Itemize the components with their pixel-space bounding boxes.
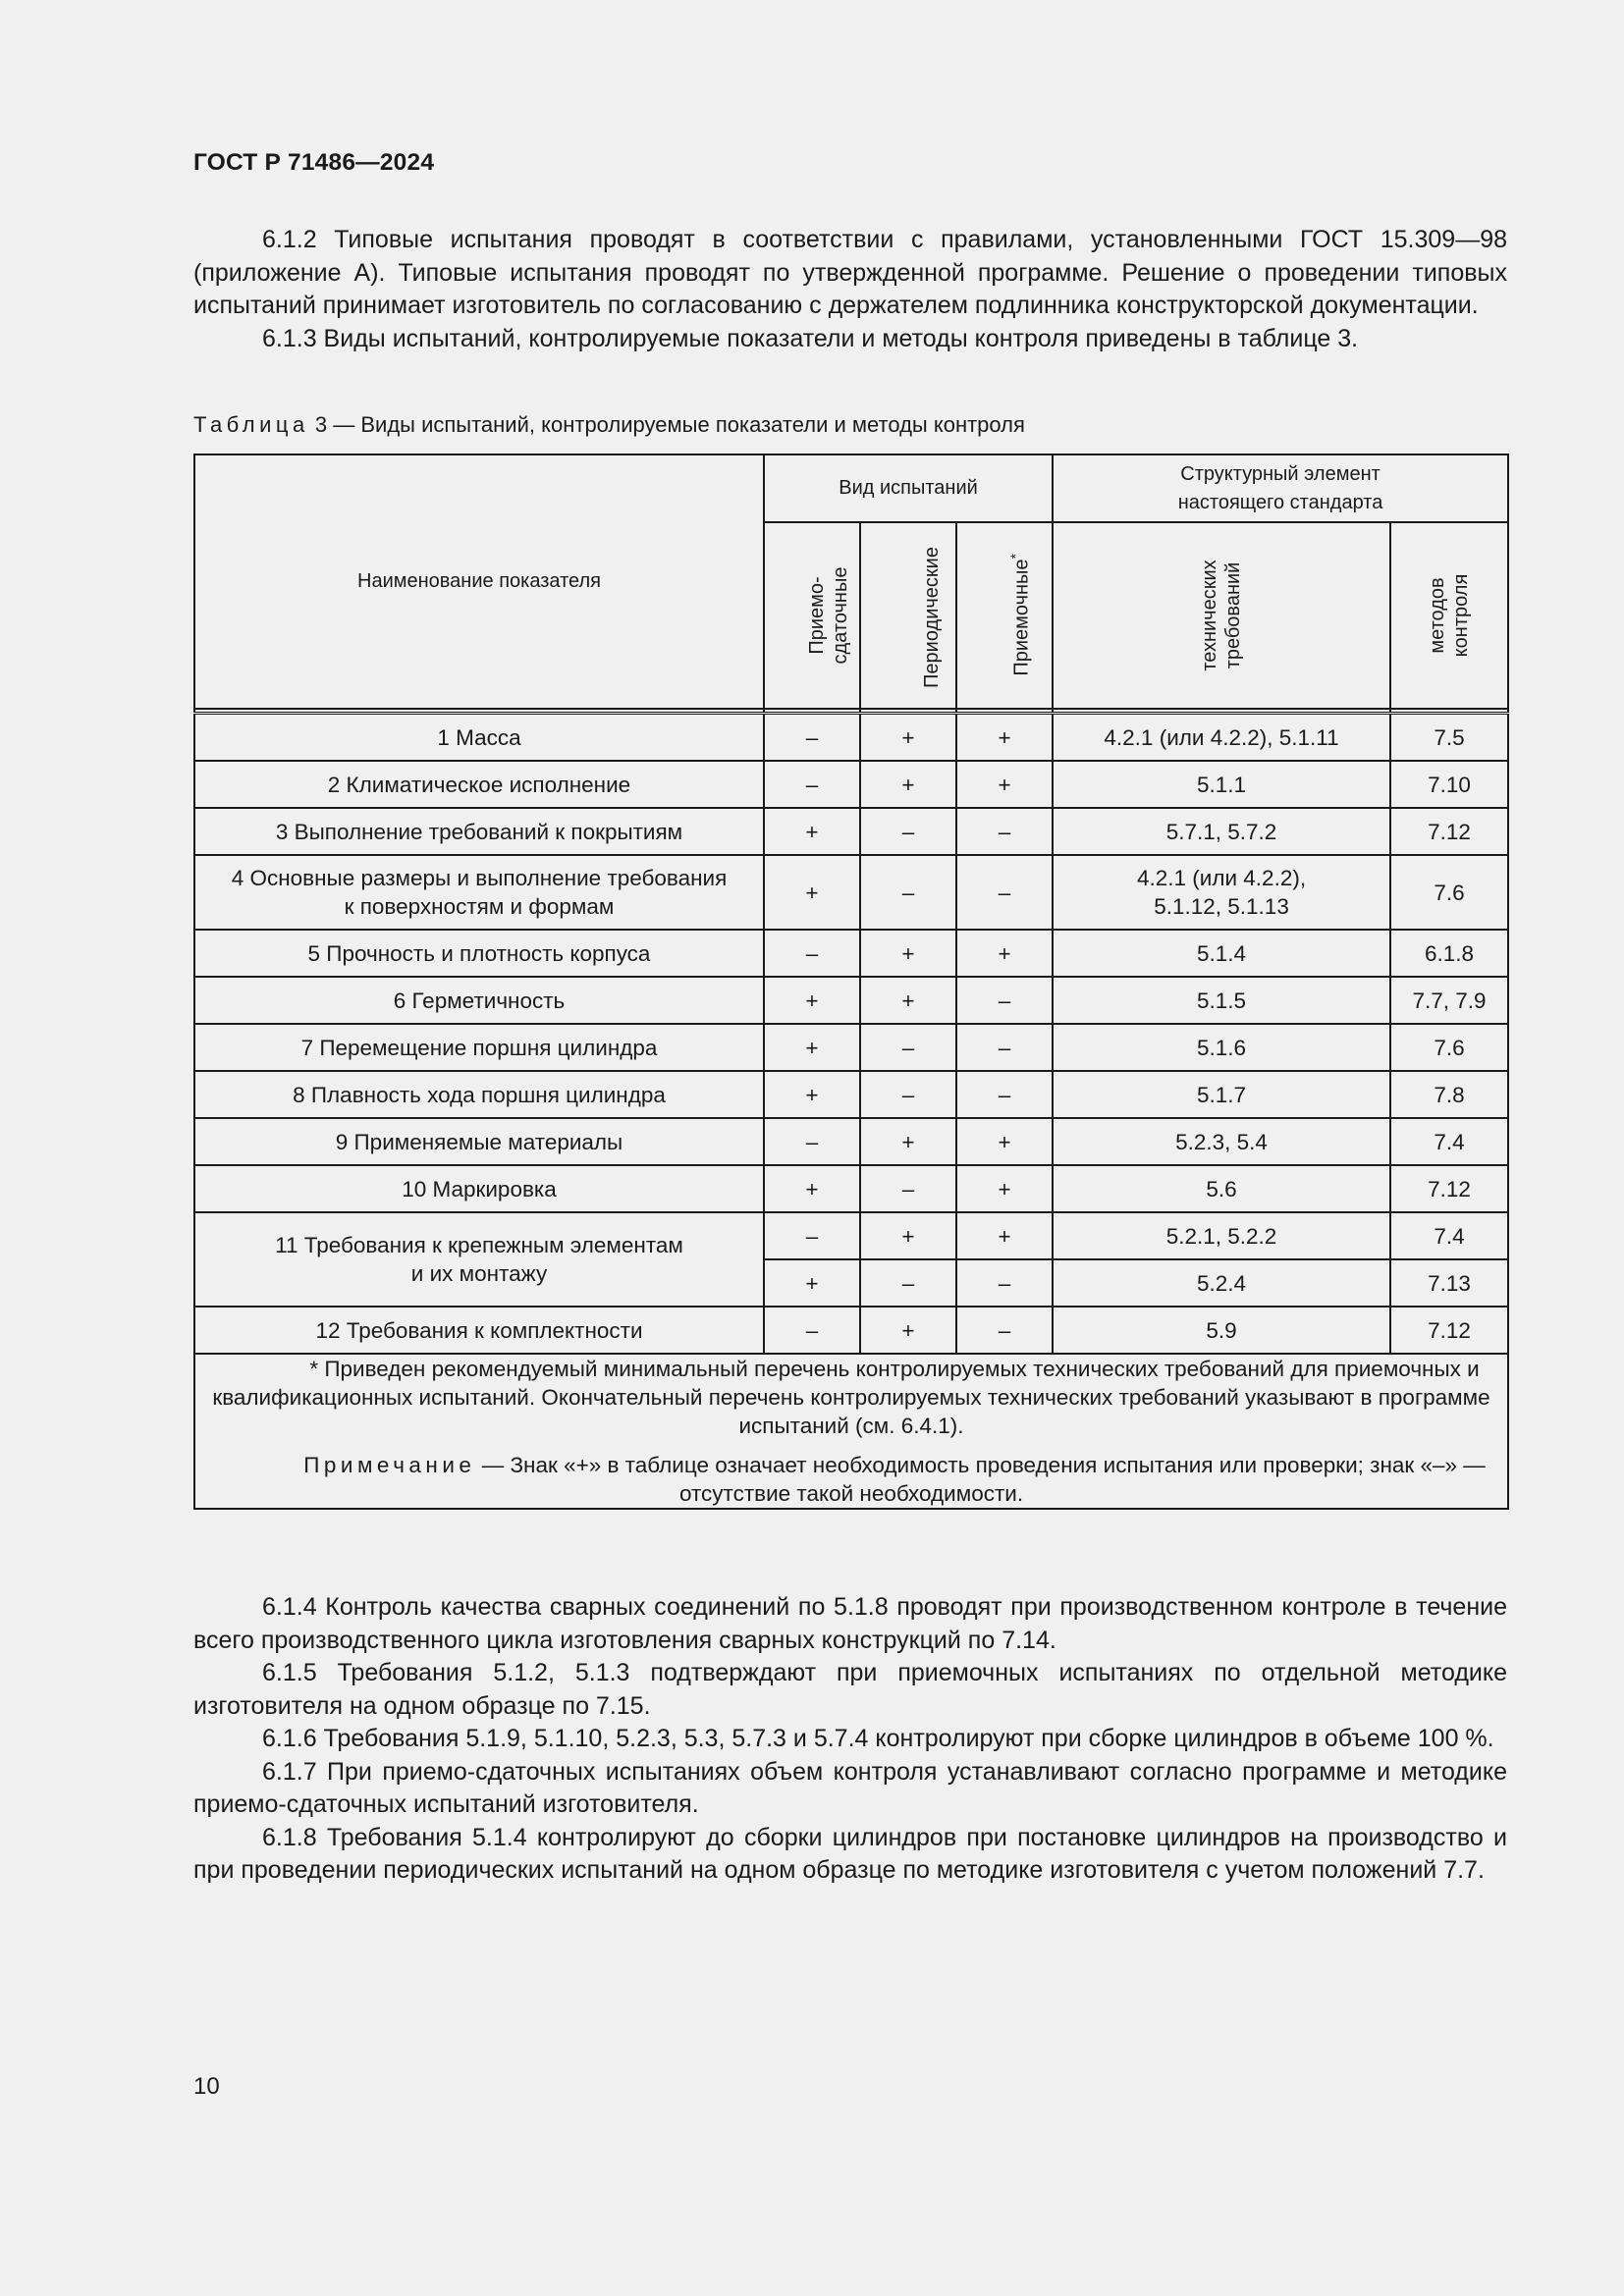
- cell-acceptance-delivery: +: [764, 808, 860, 855]
- cell-tech-requirements: 5.1.7: [1053, 1071, 1390, 1118]
- cell-tech-requirements: 5.1.1: [1053, 761, 1390, 808]
- cell-control-methods: 7.8: [1390, 1071, 1508, 1118]
- cell-acceptance-delivery: +: [764, 977, 860, 1024]
- cell-periodic: +: [860, 930, 956, 977]
- table-row: [194, 1307, 1508, 1354]
- table-caption-title: 3 — Виды испытаний, контролируемые показатели и методы контроля: [314, 412, 1025, 437]
- row-name-line-1: 11 Требования к крепежным элементам: [275, 1233, 683, 1257]
- cell-tech-requirements: 4.2.1 (или 4.2.2), 5.1.11: [1053, 714, 1390, 762]
- tests-table: [193, 454, 1509, 1510]
- table-row: [194, 1118, 1508, 1165]
- table-row: [194, 714, 1508, 762]
- row-name-line-1: 4 Основные размеры и выполнение требования: [231, 866, 728, 890]
- cell-control-methods: 7.5: [1390, 714, 1508, 762]
- table-row: [194, 1024, 1508, 1071]
- cell-acceptance-delivery: +: [764, 1259, 860, 1307]
- row-name: 5 Прочность и плотность корпуса: [194, 930, 764, 977]
- page-number: 10: [193, 2073, 220, 2100]
- paragraph-6-1-7: 6.1.7 При приемо-сдаточных испытаниях объем контроля устанавливают согласно программе и методике приемо-сдаточных испытаний изготовителя.: [193, 1757, 1507, 1818]
- cell-acceptance: –: [956, 977, 1053, 1024]
- cell-acceptance: +: [956, 1118, 1053, 1165]
- cell-control-methods: 7.7, 7.9: [1390, 977, 1508, 1024]
- cell-control-methods: 7.4: [1390, 1212, 1508, 1259]
- header-tech-requirements-label: технических требований: [1199, 559, 1245, 671]
- cell-periodic: +: [860, 714, 956, 762]
- paragraph-6-1-4: 6.1.4 Контроль качества сварных соединений по 5.1.8 проводят при производственном контроле в течение всего производственного цикла изготовления сварных конструкций по 7.14.: [193, 1593, 1507, 1654]
- cell-acceptance: –: [956, 1307, 1053, 1354]
- cell-tech-requirements: 5.7.1, 5.7.2: [1053, 808, 1390, 855]
- cell-tech-requirements: 5.6: [1053, 1165, 1390, 1212]
- tech-line-2: 5.1.12, 5.1.13: [1154, 894, 1289, 919]
- row-name: [194, 855, 764, 930]
- cell-tech-requirements: 5.9: [1053, 1307, 1390, 1354]
- cell-tech-requirements: 5.2.4: [1053, 1259, 1390, 1307]
- cell-acceptance: +: [956, 930, 1053, 977]
- header-structural-element: Структурный элемент настоящего стандарта: [1053, 454, 1508, 522]
- table-caption: [193, 412, 1025, 438]
- row-name: 6 Герметичность: [194, 977, 764, 1024]
- cell-periodic: +: [860, 1212, 956, 1259]
- row-name: 2 Климатическое исполнение: [194, 761, 764, 808]
- cell-acceptance-delivery: –: [764, 714, 860, 762]
- cell-acceptance: –: [956, 1024, 1053, 1071]
- cell-control-methods: 7.12: [1390, 1307, 1508, 1354]
- row-name: 12 Требования к комплектности: [194, 1307, 764, 1354]
- cell-tech-requirements: [1053, 855, 1390, 930]
- cell-periodic: +: [860, 1118, 956, 1165]
- cell-acceptance-delivery: –: [764, 930, 860, 977]
- cell-control-methods: 7.12: [1390, 808, 1508, 855]
- cell-periodic: –: [860, 855, 956, 930]
- header-acceptance-footnote-mark: *: [1007, 554, 1023, 560]
- table-note: [195, 1451, 1507, 1508]
- cell-periodic: +: [860, 977, 956, 1024]
- cell-control-methods: 7.12: [1390, 1165, 1508, 1212]
- cell-acceptance-delivery: –: [764, 1118, 860, 1165]
- row-name-line-2: к поверхностям и формам: [344, 894, 615, 919]
- cell-acceptance: +: [956, 761, 1053, 808]
- cell-acceptance-delivery: +: [764, 1165, 860, 1212]
- after-table-section: [193, 1591, 1507, 1888]
- header-acceptance-delivery-label: Приемо-сдаточные: [806, 566, 851, 664]
- cell-control-methods: 7.13: [1390, 1259, 1508, 1307]
- cell-tech-requirements: 5.1.6: [1053, 1024, 1390, 1071]
- cell-acceptance: –: [956, 1259, 1053, 1307]
- paragraph-6-1-3: 6.1.3 Виды испытаний, контролируемые показатели и методы контроля приведены в таблице 3.: [262, 324, 1359, 352]
- row-name: [194, 1212, 764, 1307]
- cell-tech-requirements: 5.1.4: [1053, 930, 1390, 977]
- cell-acceptance-delivery: –: [764, 761, 860, 808]
- header-control-methods-label: методов контроля: [1427, 573, 1473, 657]
- cell-tech-requirements: 5.2.3, 5.4: [1053, 1118, 1390, 1165]
- cell-periodic: –: [860, 808, 956, 855]
- row-name: 1 Масса: [194, 714, 764, 762]
- cell-periodic: +: [860, 1307, 956, 1354]
- table-row: [194, 1071, 1508, 1118]
- cell-acceptance-delivery: +: [764, 1071, 860, 1118]
- paragraph-6-1-8: 6.1.8 Требования 5.1.4 контролируют до сборки цилиндров при постановке цилиндров на производство и при проведении периодических испытаний на одном образце по методике изготовителя с учетом положений 7.7.: [193, 1823, 1507, 1884]
- cell-periodic: –: [860, 1165, 956, 1212]
- cell-acceptance-delivery: –: [764, 1212, 860, 1259]
- cell-control-methods: 7.6: [1390, 1024, 1508, 1071]
- table-row: [194, 855, 1508, 930]
- table-row: [194, 761, 1508, 808]
- row-name: 9 Применяемые материалы: [194, 1118, 764, 1165]
- table-row: [194, 930, 1508, 977]
- cell-control-methods: 7.10: [1390, 761, 1508, 808]
- tech-line-1: 4.2.1 (или 4.2.2),: [1136, 866, 1307, 890]
- header-periodic-label: Периодические: [920, 546, 943, 688]
- header-acceptance-delivery: [764, 522, 860, 709]
- cell-acceptance-delivery: +: [764, 1024, 860, 1071]
- cell-periodic: –: [860, 1024, 956, 1071]
- cell-acceptance-delivery: +: [764, 855, 860, 930]
- header-test-types: Вид испытаний: [764, 454, 1053, 522]
- table-footnote: * Приведен рекомендуемый минимальный перечень контролируемых технических требований для приемочных и квалификационных испытаний. Окончательный перечень контролируемых технических требований указывают в программе испытаний (см. 6.4.1).: [212, 1357, 1490, 1438]
- paragraph-6-1-2: 6.1.2 Типовые испытания проводят в соответствии с правилами, установленными ГОСТ 15.309—98 (приложение А). Типовые испытания проводят по утвержденной программе. Решение о проведении типовых испытаний принимает изготовитель по согласованию с держателем подлинника конструкторской документации.: [193, 226, 1507, 319]
- cell-acceptance: +: [956, 714, 1053, 762]
- table-row: [194, 1165, 1508, 1212]
- header-tech-requirements: [1053, 522, 1390, 709]
- table-row: [194, 808, 1508, 855]
- intro-section: [193, 224, 1507, 355]
- cell-acceptance: –: [956, 808, 1053, 855]
- cell-periodic: –: [860, 1259, 956, 1307]
- cell-acceptance: –: [956, 855, 1053, 930]
- cell-control-methods: 7.4: [1390, 1118, 1508, 1165]
- header-acceptance-label: Приемочные: [1010, 559, 1033, 676]
- row-name: 3 Выполнение требований к покрытиям: [194, 808, 764, 855]
- paragraph-6-1-6: 6.1.6 Требования 5.1.9, 5.1.10, 5.2.3, 5.3, 5.7.3 и 5.7.4 контролируют при сборке цилиндров в объеме 100 %.: [262, 1725, 1494, 1752]
- cell-periodic: –: [860, 1071, 956, 1118]
- document-code-header: ГОСТ Р 71486—2024: [193, 149, 435, 176]
- paragraph-6-1-5: 6.1.5 Требования 5.1.2, 5.1.3 подтверждают при приемочных испытаниях по отдельной методике изготовителя на одном образце по 7.15.: [193, 1659, 1507, 1720]
- cell-acceptance-delivery: –: [764, 1307, 860, 1354]
- table-row: [194, 977, 1508, 1024]
- header-indicator-name: Наименование показателя: [194, 454, 764, 709]
- header-periodic: [860, 522, 956, 709]
- header-acceptance: [956, 522, 1053, 709]
- row-name-line-2: и их монтажу: [410, 1261, 548, 1286]
- cell-control-methods: 7.6: [1390, 855, 1508, 930]
- cell-tech-requirements: 5.2.1, 5.2.2: [1053, 1212, 1390, 1259]
- cell-acceptance: –: [956, 1071, 1053, 1118]
- table-notes: [194, 1354, 1508, 1509]
- cell-tech-requirements: 5.1.5: [1053, 977, 1390, 1024]
- cell-acceptance: +: [956, 1212, 1053, 1259]
- note-word: Примечание: [303, 1453, 476, 1477]
- row-name: 7 Перемещение поршня цилиндра: [194, 1024, 764, 1071]
- table-caption-word: Таблица: [193, 412, 309, 437]
- cell-periodic: +: [860, 761, 956, 808]
- cell-control-methods: 6.1.8: [1390, 930, 1508, 977]
- table-row: [194, 1212, 1508, 1259]
- header-control-methods: [1390, 522, 1508, 709]
- cell-acceptance: +: [956, 1165, 1053, 1212]
- row-name: 10 Маркировка: [194, 1165, 764, 1212]
- row-name: 8 Плавность хода поршня цилиндра: [194, 1071, 764, 1118]
- note-text: — Знак «+» в таблице означает необходимость проведения испытания или проверки; знак «–» — отсутствие такой необходимости.: [475, 1453, 1486, 1506]
